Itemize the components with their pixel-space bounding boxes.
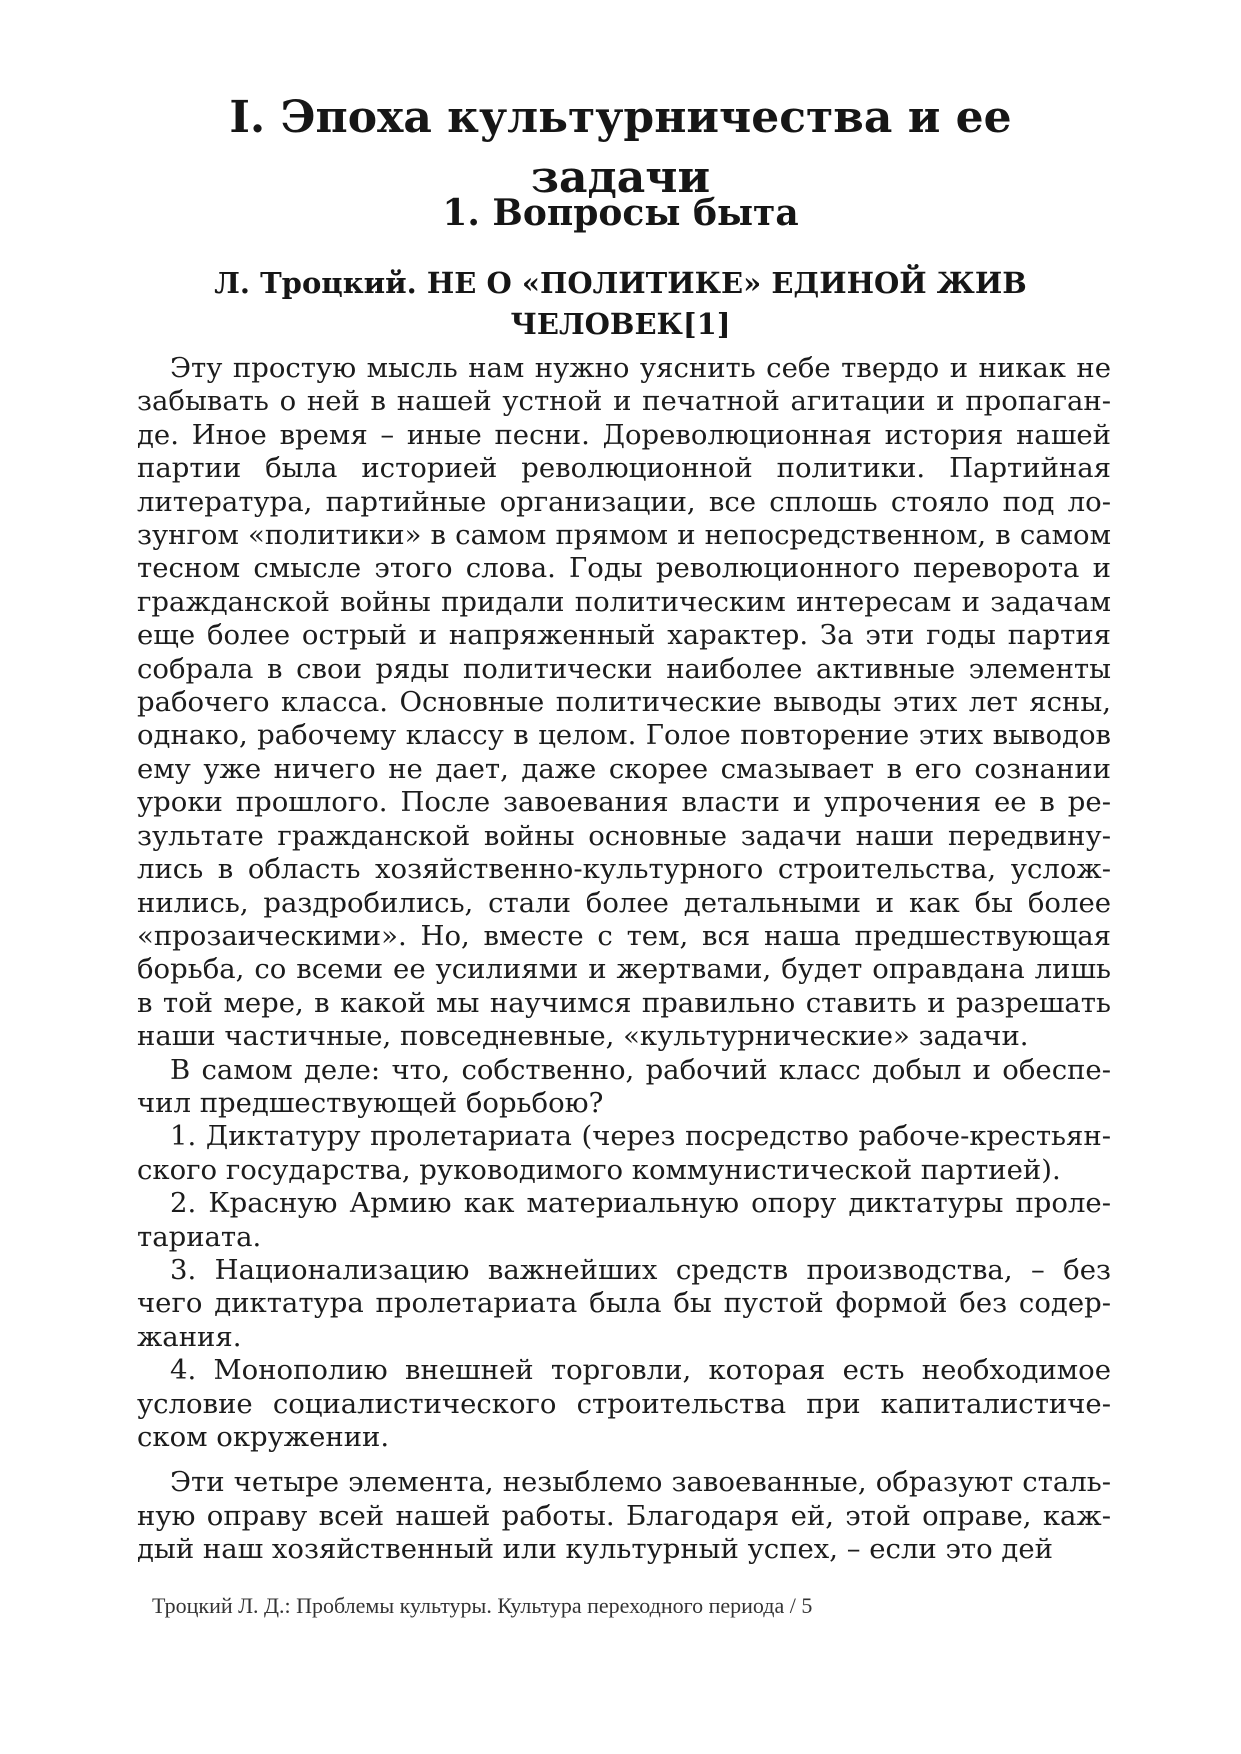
- body-paragraph: В самом деле: что, собственно, рабочий класс добыл и обеспечил предшествующей борьбою?: [137, 1053, 1111, 1119]
- section-title: 1. Вопросы быта: [442, 192, 799, 234]
- page-footer: Троцкий Л. Д.: Проблемы культуры. Культура переходного периода / 5: [152, 1593, 813, 1618]
- article-title: Л. Троцкий. НЕ О «ПОЛИТИКЕ» ЕДИНОЙ ЖИВ ЧЕЛОВЕК[1]: [214, 266, 1027, 341]
- list-item: 3. Национализацию важнейших средств производства, – без чего диктатура пролетариата была бы пустой формой без содержания.: [137, 1253, 1111, 1353]
- list-item: 4. Монополию внешней торговли, которая есть необходимое условие социалистического строительства при капиталистическом окружении.: [137, 1354, 1111, 1453]
- chapter-title: I. Эпоха культурничества и ее задачи: [229, 92, 1012, 203]
- list-item: 1. Диктатуру пролетариата (через посредство рабоче-крестьянского государства, руководимого коммунистической партией).: [137, 1120, 1111, 1186]
- body-paragraph: Эти четыре элемента, незыблемо завоеванные, образуют стальную оправу всей нашей работы. Благодаря ей, этой оправе, каждый наш хозяйственный или культурный успех, – если это дей: [137, 1466, 1111, 1566]
- list-item: 2. Красную Армию как материальную опору диктатуры пролетариата.: [137, 1187, 1111, 1253]
- body-paragraph: Эту простую мысль нам нужно уяснить себе твердо и никак не забывать о ней в нашей устной и печатной агитации и пропаганде. Иное время – иные песни. Дореволюционная история нашей партии была историей революционной политики. Партийная литература, партийные организации, все сплошь стояло под лозунгом «политики» в самом прямом и непосредственном, в самом тесном смысле этого слова. Годы революционного переворота и гражданской войны придали политическим интересам и задачам еще более острый и напряженный характер. За эти годы партия собрала в свои ряды политически наиболее активные элементы рабочего класса. Основные политические выводы этих лет ясны, однако, рабочему классу в целом. Голое повторение этих выводов ему уже ничего не дает, даже скорее смазывает в его сознании уроки прошлого. После завоевания власти и упрочения ее в результате гражданской войны основные задачи наши передвинулись в область хозяйственно-культурного строительства, усложнились, раздробились, стали более детальными и как бы более «прозаическими». Но, вместе с тем, вся наша предшествующая борьба, со всеми ее усилиями и жертвами, будет оправдана лишь в той мере, в какой мы научимся правильно ставить и разрешать наши частичные, повседневные, «культурнические» задачи.: [137, 352, 1111, 1053]
- article-body: [137, 352, 1111, 1567]
